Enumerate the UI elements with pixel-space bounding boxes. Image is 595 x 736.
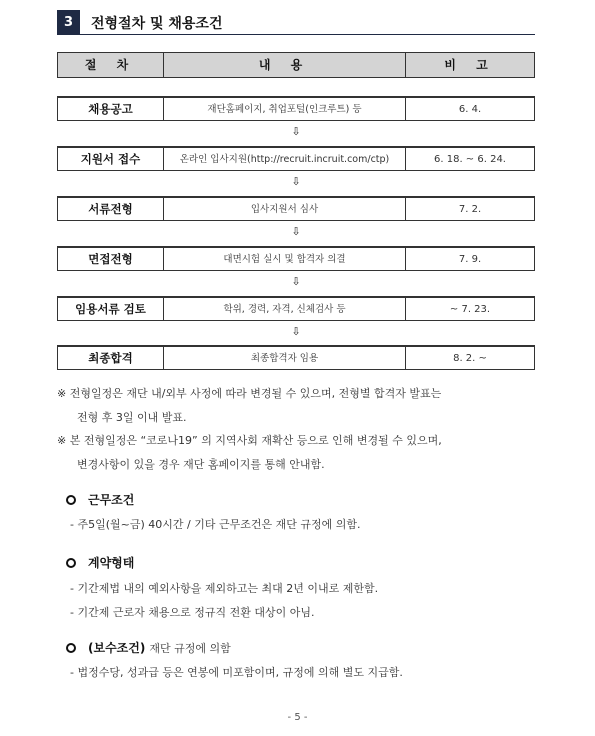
- circle-bullet-icon: [66, 495, 76, 505]
- page-number: - 5 -: [287, 712, 308, 723]
- step-label: 채용공고: [58, 98, 164, 121]
- circle-bullet-icon: [66, 558, 76, 568]
- process-row-document-screening: [57, 196, 535, 221]
- process-row-application: [57, 146, 535, 171]
- schedule-note-1: ※ 전형일정은 재단 내/외부 사정에 따라 변경될 수 있으며, 전형별 합격자 발표는: [57, 387, 442, 400]
- down-arrow-icon: ⇩: [291, 325, 301, 338]
- pay-conditions-title: (보수조건): [88, 641, 146, 655]
- step-label: 최종합격: [58, 347, 164, 370]
- step-label: 임용서류 검토: [58, 298, 164, 321]
- process-row-document-review: [57, 296, 535, 321]
- step-content: 대면시험 실시 및 합격자 의결: [164, 248, 406, 271]
- step-date: 8. 2. ~: [453, 353, 487, 364]
- process-row-final-pass: [57, 345, 535, 370]
- schedule-note-1-continued: 전형 후 3일 이내 발표.: [77, 411, 187, 424]
- step-label: 서류전형: [58, 198, 164, 221]
- step-label: 지원서 접수: [58, 148, 164, 171]
- work-conditions-heading: [66, 491, 134, 508]
- step-date: ~ 7. 23.: [449, 304, 491, 315]
- contract-type-title: 계약형태: [88, 556, 135, 570]
- step-content: 최종합격자 임용: [164, 347, 406, 370]
- section-heading: [57, 10, 535, 36]
- step-date: 6. 18. ~ 6. 24.: [434, 154, 506, 165]
- section-underline: [80, 34, 535, 35]
- down-arrow-icon: ⇩: [291, 225, 301, 238]
- header-content: 내 용: [258, 58, 311, 72]
- work-conditions-title: 근무조건: [88, 493, 135, 507]
- header-step: 절 차: [84, 58, 137, 72]
- schedule-note-2-continued: 변경사항이 있을 경우 재단 홈페이지를 통해 안내함.: [77, 458, 325, 471]
- step-date: 6. 4.: [458, 104, 482, 115]
- work-condition-item: - 주5일(월~금) 40시간 / 기타 근무조건은 재단 규정에 의함.: [70, 518, 361, 531]
- schedule-note-2: ※ 본 전형일정은 “코로나19” 의 지역사회 재확산 등으로 인해 변경될 수 있으며,: [57, 434, 442, 447]
- process-row-interview: [57, 246, 535, 271]
- down-arrow-icon: ⇩: [291, 175, 301, 188]
- pay-conditions-inline: 재단 규정에 의함: [149, 642, 231, 655]
- pay-item: - 법정수당, 성과급 등은 연봉에 미포함이며, 규정에 의해 별도 지급함.: [70, 666, 403, 679]
- contract-type-heading: [66, 554, 134, 571]
- process-row-recruit-notice: [57, 96, 535, 121]
- process-table-header: [57, 52, 535, 78]
- step-content: 학위, 경력, 자격, 신체검사 등: [164, 298, 406, 321]
- step-content: 재단홈페이지, 취업포털(인크루트) 등: [164, 98, 406, 121]
- section-number-badge: 3: [57, 10, 80, 35]
- header-note: 비 고: [444, 58, 496, 72]
- step-content: 온라인 입사지원(http://recruit.incruit.com/ctp): [164, 148, 406, 171]
- down-arrow-icon: ⇩: [291, 125, 301, 138]
- step-label: 면접전형: [58, 248, 164, 271]
- section-title: 전형절차 및 채용조건: [91, 16, 223, 32]
- contract-item-1: - 기간제법 내의 예외사항을 제외하고는 최대 2년 이내로 제한함.: [70, 582, 379, 595]
- contract-item-2: - 기간제 근로자 채용으로 정규직 전환 대상이 아님.: [70, 606, 315, 619]
- pay-conditions-heading: [66, 639, 231, 656]
- circle-bullet-icon: [66, 643, 76, 653]
- down-arrow-icon: ⇩: [291, 275, 301, 288]
- step-content: 입사지원서 심사: [164, 198, 406, 221]
- step-date: 7. 9.: [458, 254, 482, 265]
- step-date: 7. 2.: [458, 204, 482, 215]
